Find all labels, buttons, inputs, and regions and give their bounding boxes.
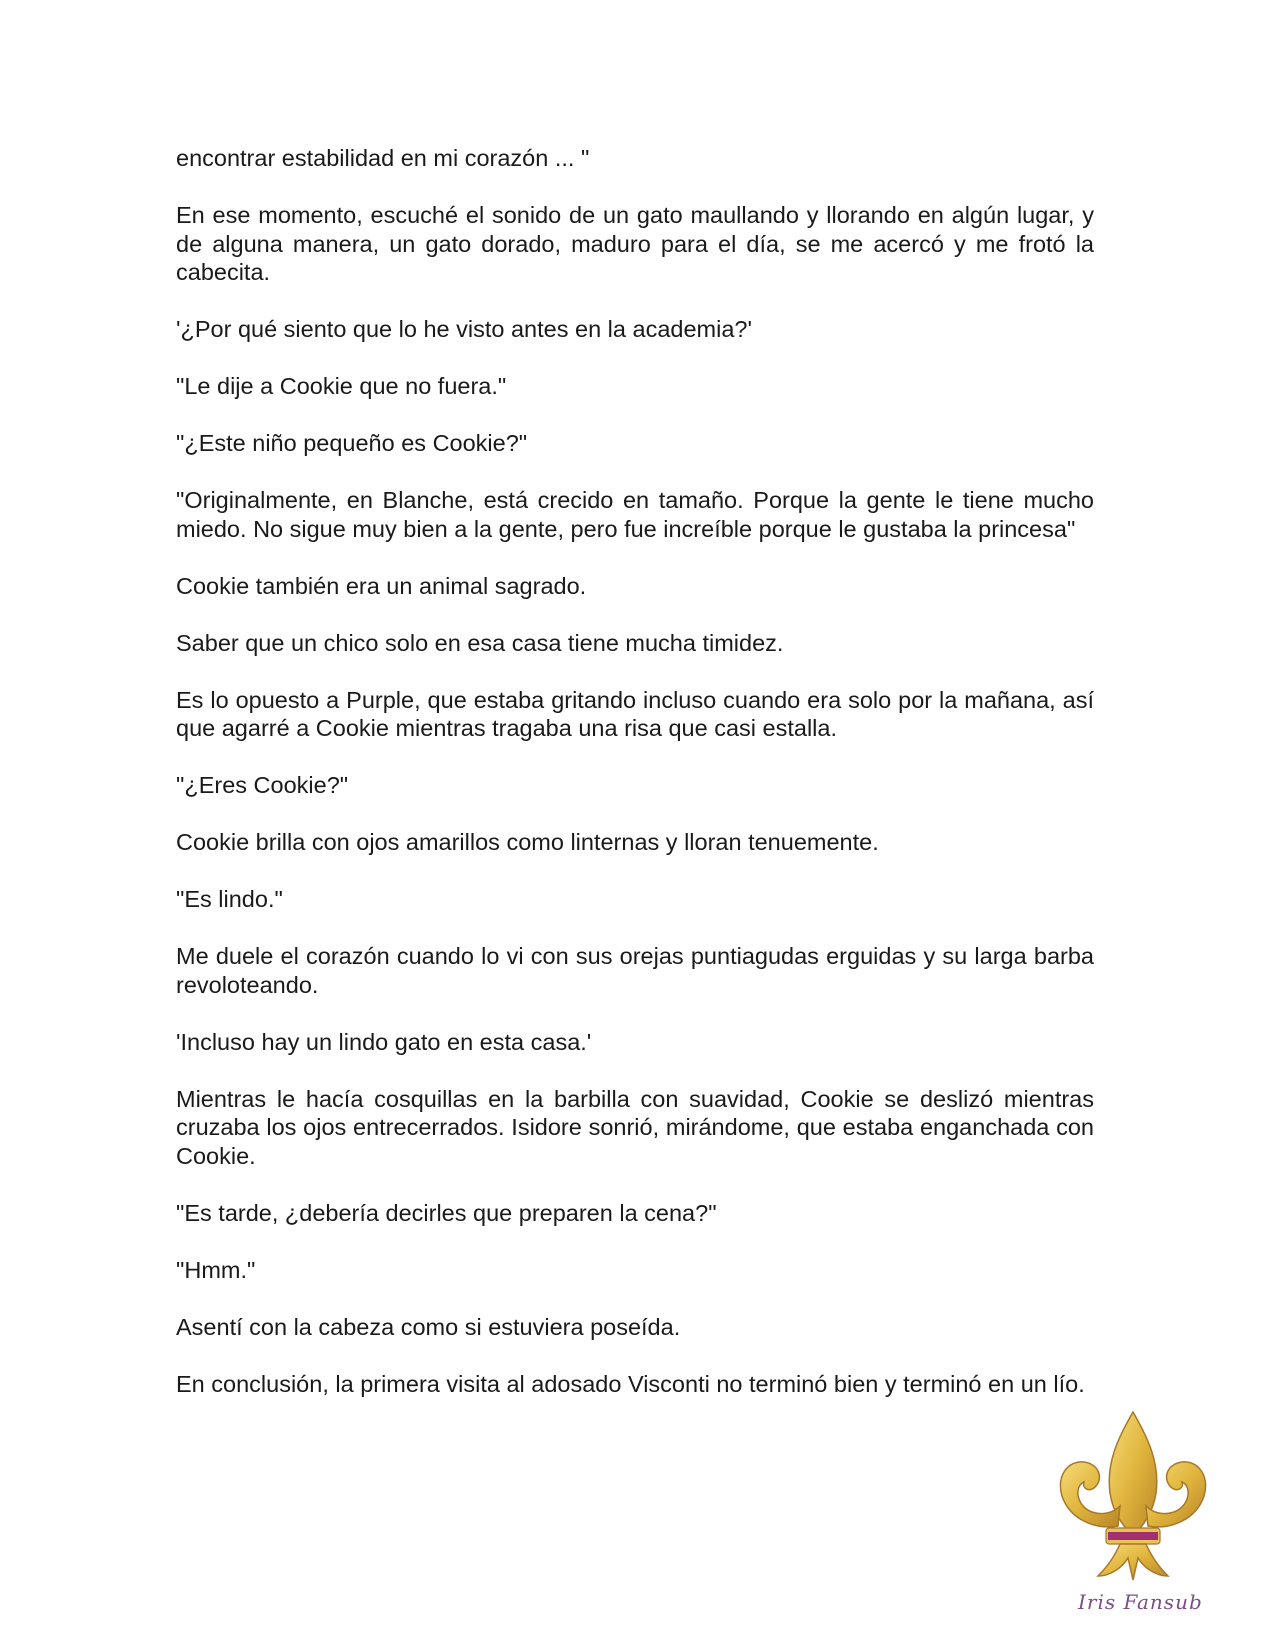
paragraph: Asentí con la cabeza como si estuviera poseída. [176, 1313, 681, 1340]
paragraph: "¿Este niño pequeño es Cookie?" [176, 430, 528, 456]
paragraph: Mientras le hacía cosquillas en la barbilla con suavidad, Cookie se deslizó mientras cruzaba los ojos entrecerrados. Isidore sonrió, mirándome, que estaba enganchada con Cookie. [176, 1085, 1094, 1169]
paragraph: "Hmm." [176, 1256, 256, 1283]
paragraph: Me duele el corazón cuando lo vi con sus orejas puntiagudas erguidas y su larga barba revoloteando. [176, 943, 1094, 998]
paragraph: Cookie también era un animal sagrado. [176, 572, 587, 599]
paragraph: encontrar estabilidad en mi corazón ... " [176, 145, 590, 171]
paragraph: Cookie brilla con ojos amarillos como linternas y lloran tenuemente. [176, 829, 879, 855]
paragraph: "Originalmente, en Blanche, está crecido en tamaño. Porque la gente le tiene mucho miedo. No sigue muy bien a la gente, pero fue increíble porque le gustaba la princesa" [176, 487, 1094, 542]
paragraph: '¿Por qué siento que lo he visto antes en la academia?' [176, 316, 752, 342]
paragraph: Saber que un chico solo en esa casa tiene mucha timidez. [176, 629, 784, 656]
paragraph: Es lo opuesto a Purple, que estaba gritando incluso cuando era solo por la mañana, así que agarré a Cookie mientras tragaba una risa que casi estalla. [176, 686, 1094, 741]
paragraph: En ese momento, escuché el sonido de un gato maullando y llorando en algún lugar, y de alguna manera, un gato dorado, maduro para el día, se me acercó y me frotó la cabecita. [176, 202, 1094, 285]
paragraph: En conclusión, la primera visita al adosado Visconti no terminó bien y terminó en un lío. [176, 1370, 1085, 1397]
paragraph: "Le dije a Cookie que no fuera." [176, 373, 507, 399]
paragraph: "Es lindo." [176, 886, 283, 912]
paragraph: 'Incluso hay un lindo gato en esta casa.' [176, 1028, 592, 1055]
body-text [176, 144, 1094, 1427]
paragraph: "¿Eres Cookie?" [176, 772, 349, 798]
watermark-caption: Iris Fansub [1078, 1590, 1203, 1614]
paragraph: "Es tarde, ¿debería decirles que preparen la cena?" [176, 1199, 717, 1226]
